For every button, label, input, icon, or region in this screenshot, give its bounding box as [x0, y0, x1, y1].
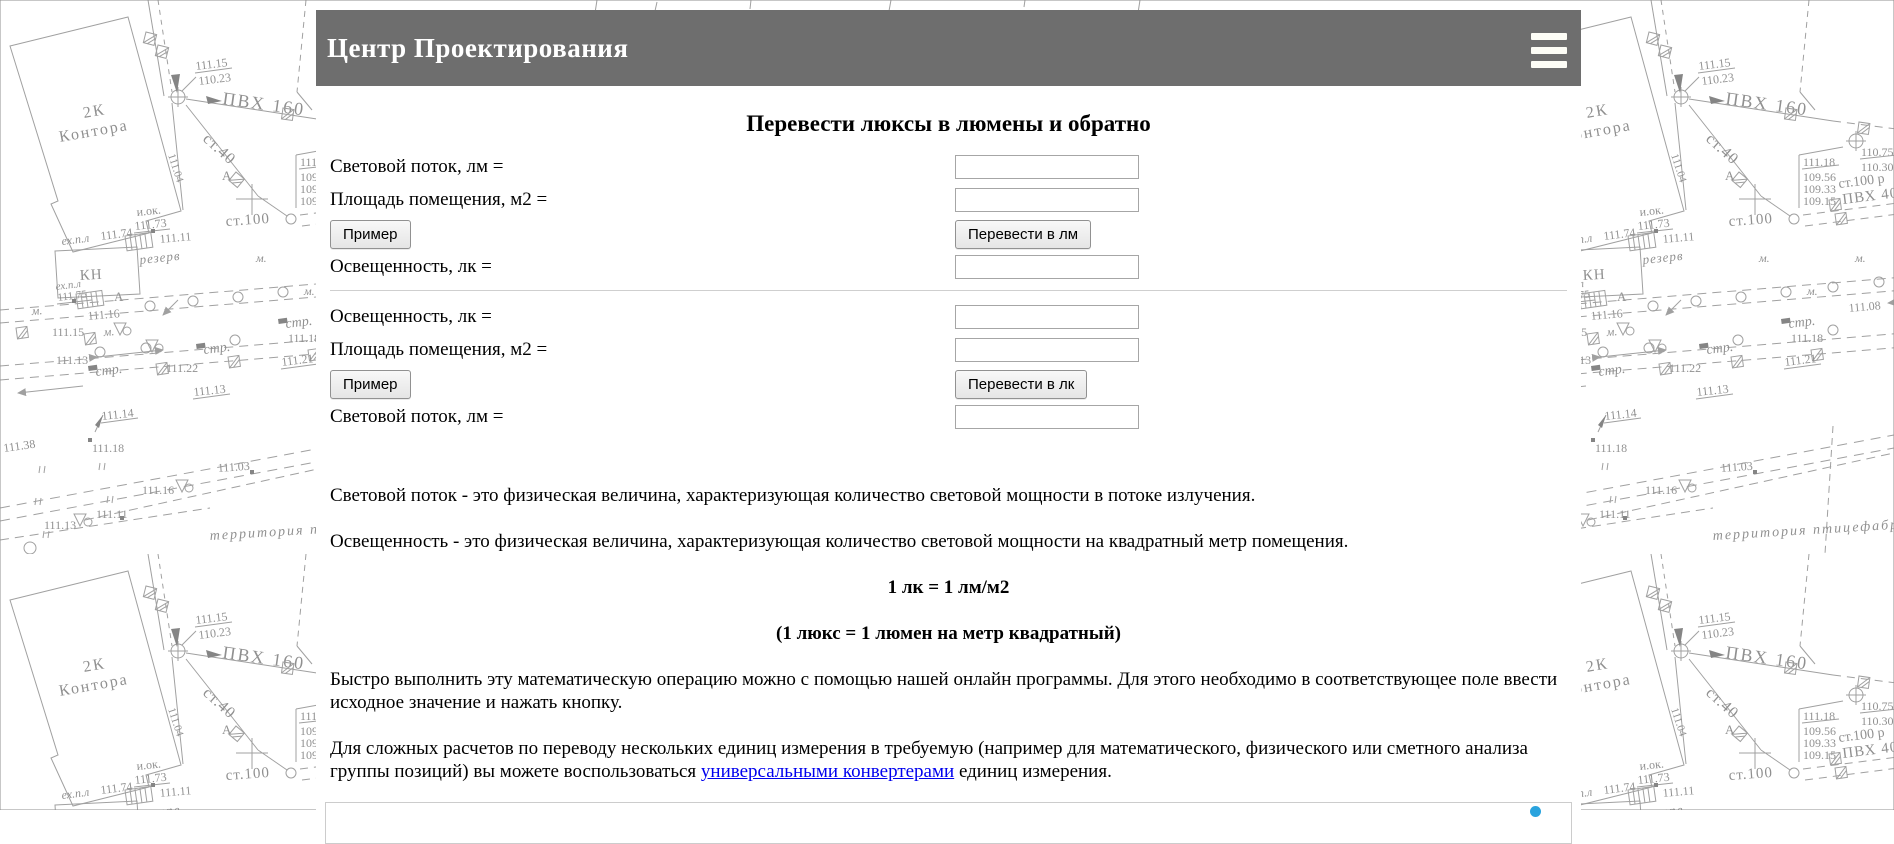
hamburger-bar [1531, 33, 1567, 40]
form1-result-label: Освещенность, лк = [330, 256, 492, 277]
paragraph-converters-before: Для сложных расчетов по переводу нескольких единиц измерения в требуемую (например для математического, физического или сметного анализа группы позиций) вы можете воспользоваться [330, 738, 1528, 782]
form2-area-label: Площадь помещения, м2 = [330, 339, 548, 360]
formula-note-line: (1 люкс = 1 люмен на метр квадратный) [776, 623, 1121, 644]
form1-result-row [330, 254, 1567, 280]
paragraph-converters [330, 737, 1567, 783]
form1-flux-label: Световой поток, лм = [330, 156, 504, 177]
section-divider [330, 290, 1567, 291]
hamburger-menu-icon[interactable] [1531, 33, 1567, 68]
form1-result-input[interactable] [955, 255, 1139, 279]
site-header [316, 10, 1581, 86]
form2-lux-input[interactable] [955, 305, 1139, 329]
form1-area-row [330, 187, 1567, 213]
form2-result-label: Световой поток, лм = [330, 406, 504, 427]
form2-area-input[interactable] [955, 338, 1139, 362]
form2-result-row [330, 404, 1567, 430]
form1-convert-button[interactable]: Перевести в лм [955, 220, 1091, 249]
paragraph-converters-after: единиц измерения. [954, 761, 1112, 782]
form1-flux-input[interactable] [955, 155, 1139, 179]
site-title: Центр Проектирования [327, 33, 629, 63]
form1-flux-row [330, 154, 1567, 180]
paragraph-flux-definition: Световой поток - это физическая величина, характеризующая количество световой мощности в потоке излучения. [330, 485, 1256, 506]
form2-area-row [330, 337, 1567, 363]
content-column [316, 10, 1581, 810]
paragraph-lux-definition: Освещенность - это физическая величина, характеризующая количество световой мощности на квадратный метр помещения. [330, 531, 1349, 552]
form2-result-input[interactable] [955, 405, 1139, 429]
form2-lux-row [330, 304, 1567, 330]
share-widget [325, 802, 1572, 844]
hamburger-bar [1531, 61, 1567, 68]
paragraph-howto: Быстро выполнить эту математическую операцию можно с помощью нашей онлайн программы. Для этого необходимо в соответствующее поле ввести исходное значение и нажать кнопку. [330, 669, 1558, 713]
form1-buttons-row [330, 220, 1567, 249]
universal-converters-link[interactable]: универсальными конвертерами [700, 761, 955, 782]
formula-line: 1 лк = 1 лм/м2 [887, 577, 1010, 598]
form2-lux-label: Освещенность, лк = [330, 306, 492, 327]
form2-buttons-row [330, 370, 1567, 399]
form1-area-label: Площадь помещения, м2 = [330, 189, 548, 210]
page-title: Перевести люксы в люмены и обратно [746, 111, 1151, 136]
share-icon[interactable] [1530, 806, 1541, 817]
form2-convert-button[interactable]: Перевести в лк [955, 370, 1087, 399]
form2-example-button[interactable]: Пример [330, 370, 411, 399]
main-content [316, 110, 1581, 783]
hamburger-bar [1531, 47, 1567, 54]
form1-area-input[interactable] [955, 188, 1139, 212]
form1-example-button[interactable]: Пример [330, 220, 411, 249]
